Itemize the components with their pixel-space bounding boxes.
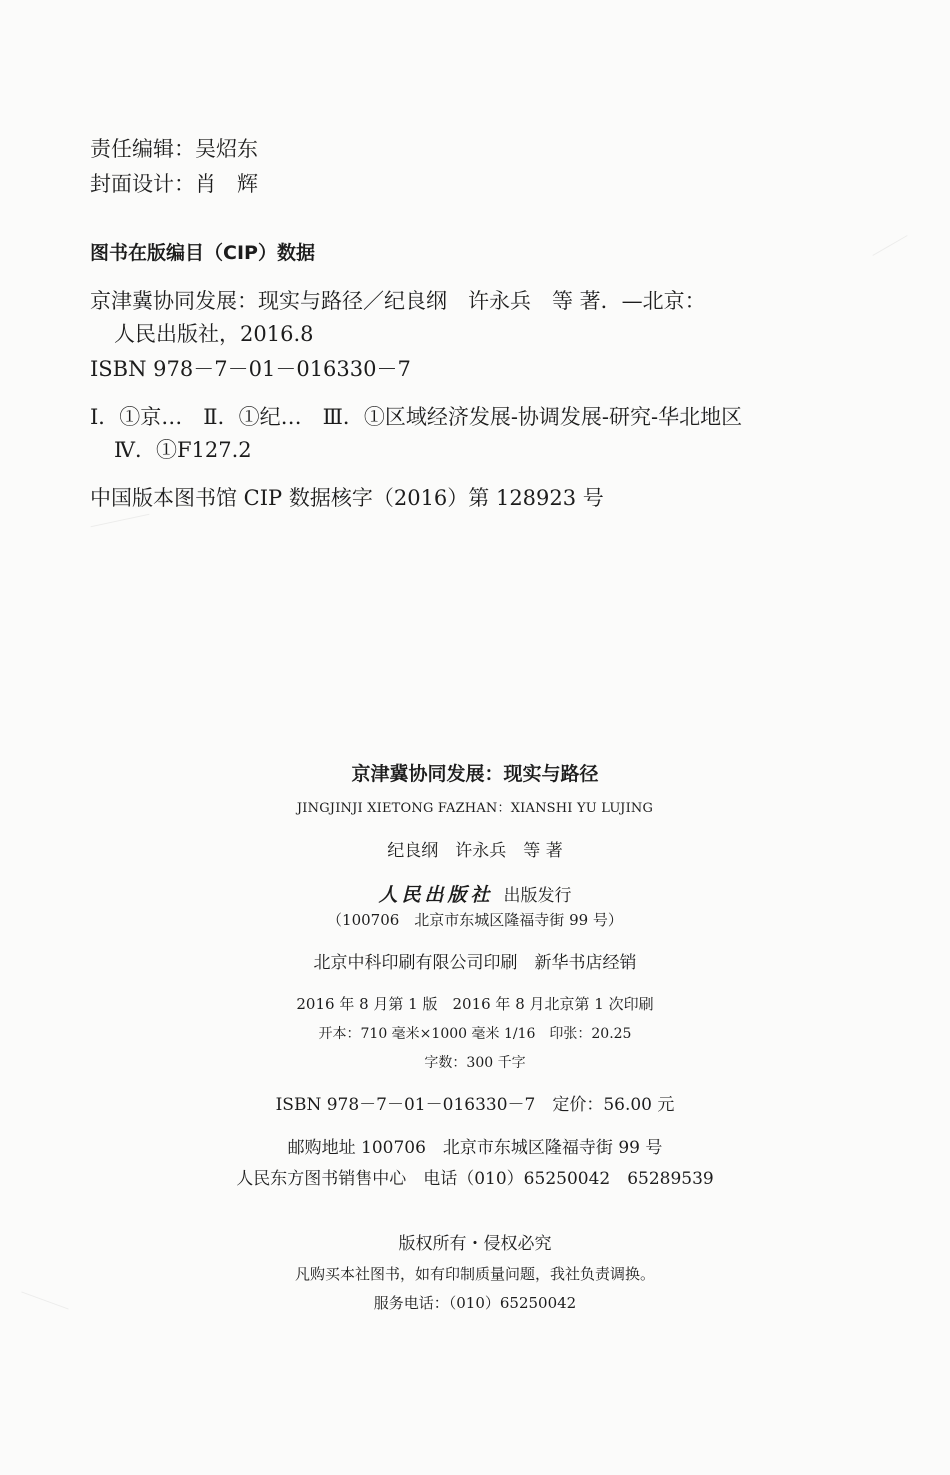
publisher-line	[0, 886, 950, 905]
copyright-notice: 版权所有・侵权必究	[398, 1234, 552, 1254]
quality-notice: 凡购买本社图书，如有印制质量问题，我社负责调换。	[294, 1265, 655, 1283]
paper-scuff	[91, 514, 150, 527]
edition-info: 2016 年 8 月第 1 版 2016 年 8 月北京第 1 次印刷	[296, 995, 654, 1013]
word-count: 字数：300 千字	[424, 1055, 526, 1071]
publisher-suffix: 出版发行	[503, 886, 572, 906]
cip-record-number: 中国版本图书馆 CIP 数据核字（2016）第 128923 号	[90, 486, 604, 510]
service-phone: 服务电话：（010）65250042	[373, 1294, 577, 1312]
mail-order-address: 邮购地址 100706 北京市东城区隆福寺街 99 号	[287, 1138, 663, 1158]
format-info: 开本：710 毫米×1000 毫米 1/16 印张：20.25	[318, 1026, 632, 1042]
paper-scuff	[872, 235, 907, 256]
cip-isbn: ISBN 978－7－01－016330－7	[90, 357, 411, 381]
cip-heading: 图书在版编目（CIP）数据	[90, 242, 315, 264]
book-title-pinyin: JINGJINJI XIETONG FAZHAN：XIANSHI YU LUJING	[296, 801, 654, 816]
cip-classification-2: Ⅳ．①F127.2	[114, 438, 252, 462]
book-title: 京津冀协同发展：现实与路径	[351, 763, 599, 785]
publisher-address: （100706 北京市东城区隆福寺街 99 号）	[327, 911, 623, 929]
cip-classification-1: Ⅰ．①京… Ⅱ．①纪… Ⅲ．①区域经济发展-协调发展-研究-华北地区	[90, 405, 743, 429]
book-authors: 纪良纲 许永兵 等 著	[387, 841, 563, 861]
editor-credit: 责任编辑：吴炤东	[90, 137, 258, 161]
isbn-price: ISBN 978－7－01－016330－7 定价：56.00 元	[275, 1095, 675, 1115]
sales-center: 人民东方图书销售中心 电话（010）65250042 65289539	[236, 1169, 714, 1189]
cover-design-credit: 封面设计：肖 辉	[90, 172, 258, 196]
printing-info: 北京中科印刷有限公司印刷 新华书店经销	[313, 953, 637, 973]
publisher-logo: 人民出版社	[378, 884, 494, 906]
cip-publisher-line: 人民出版社，2016.8	[114, 322, 314, 346]
cip-title-line: 京津冀协同发展：现实与路径／纪良纲 许永兵 等 著．—北京：	[90, 289, 706, 313]
